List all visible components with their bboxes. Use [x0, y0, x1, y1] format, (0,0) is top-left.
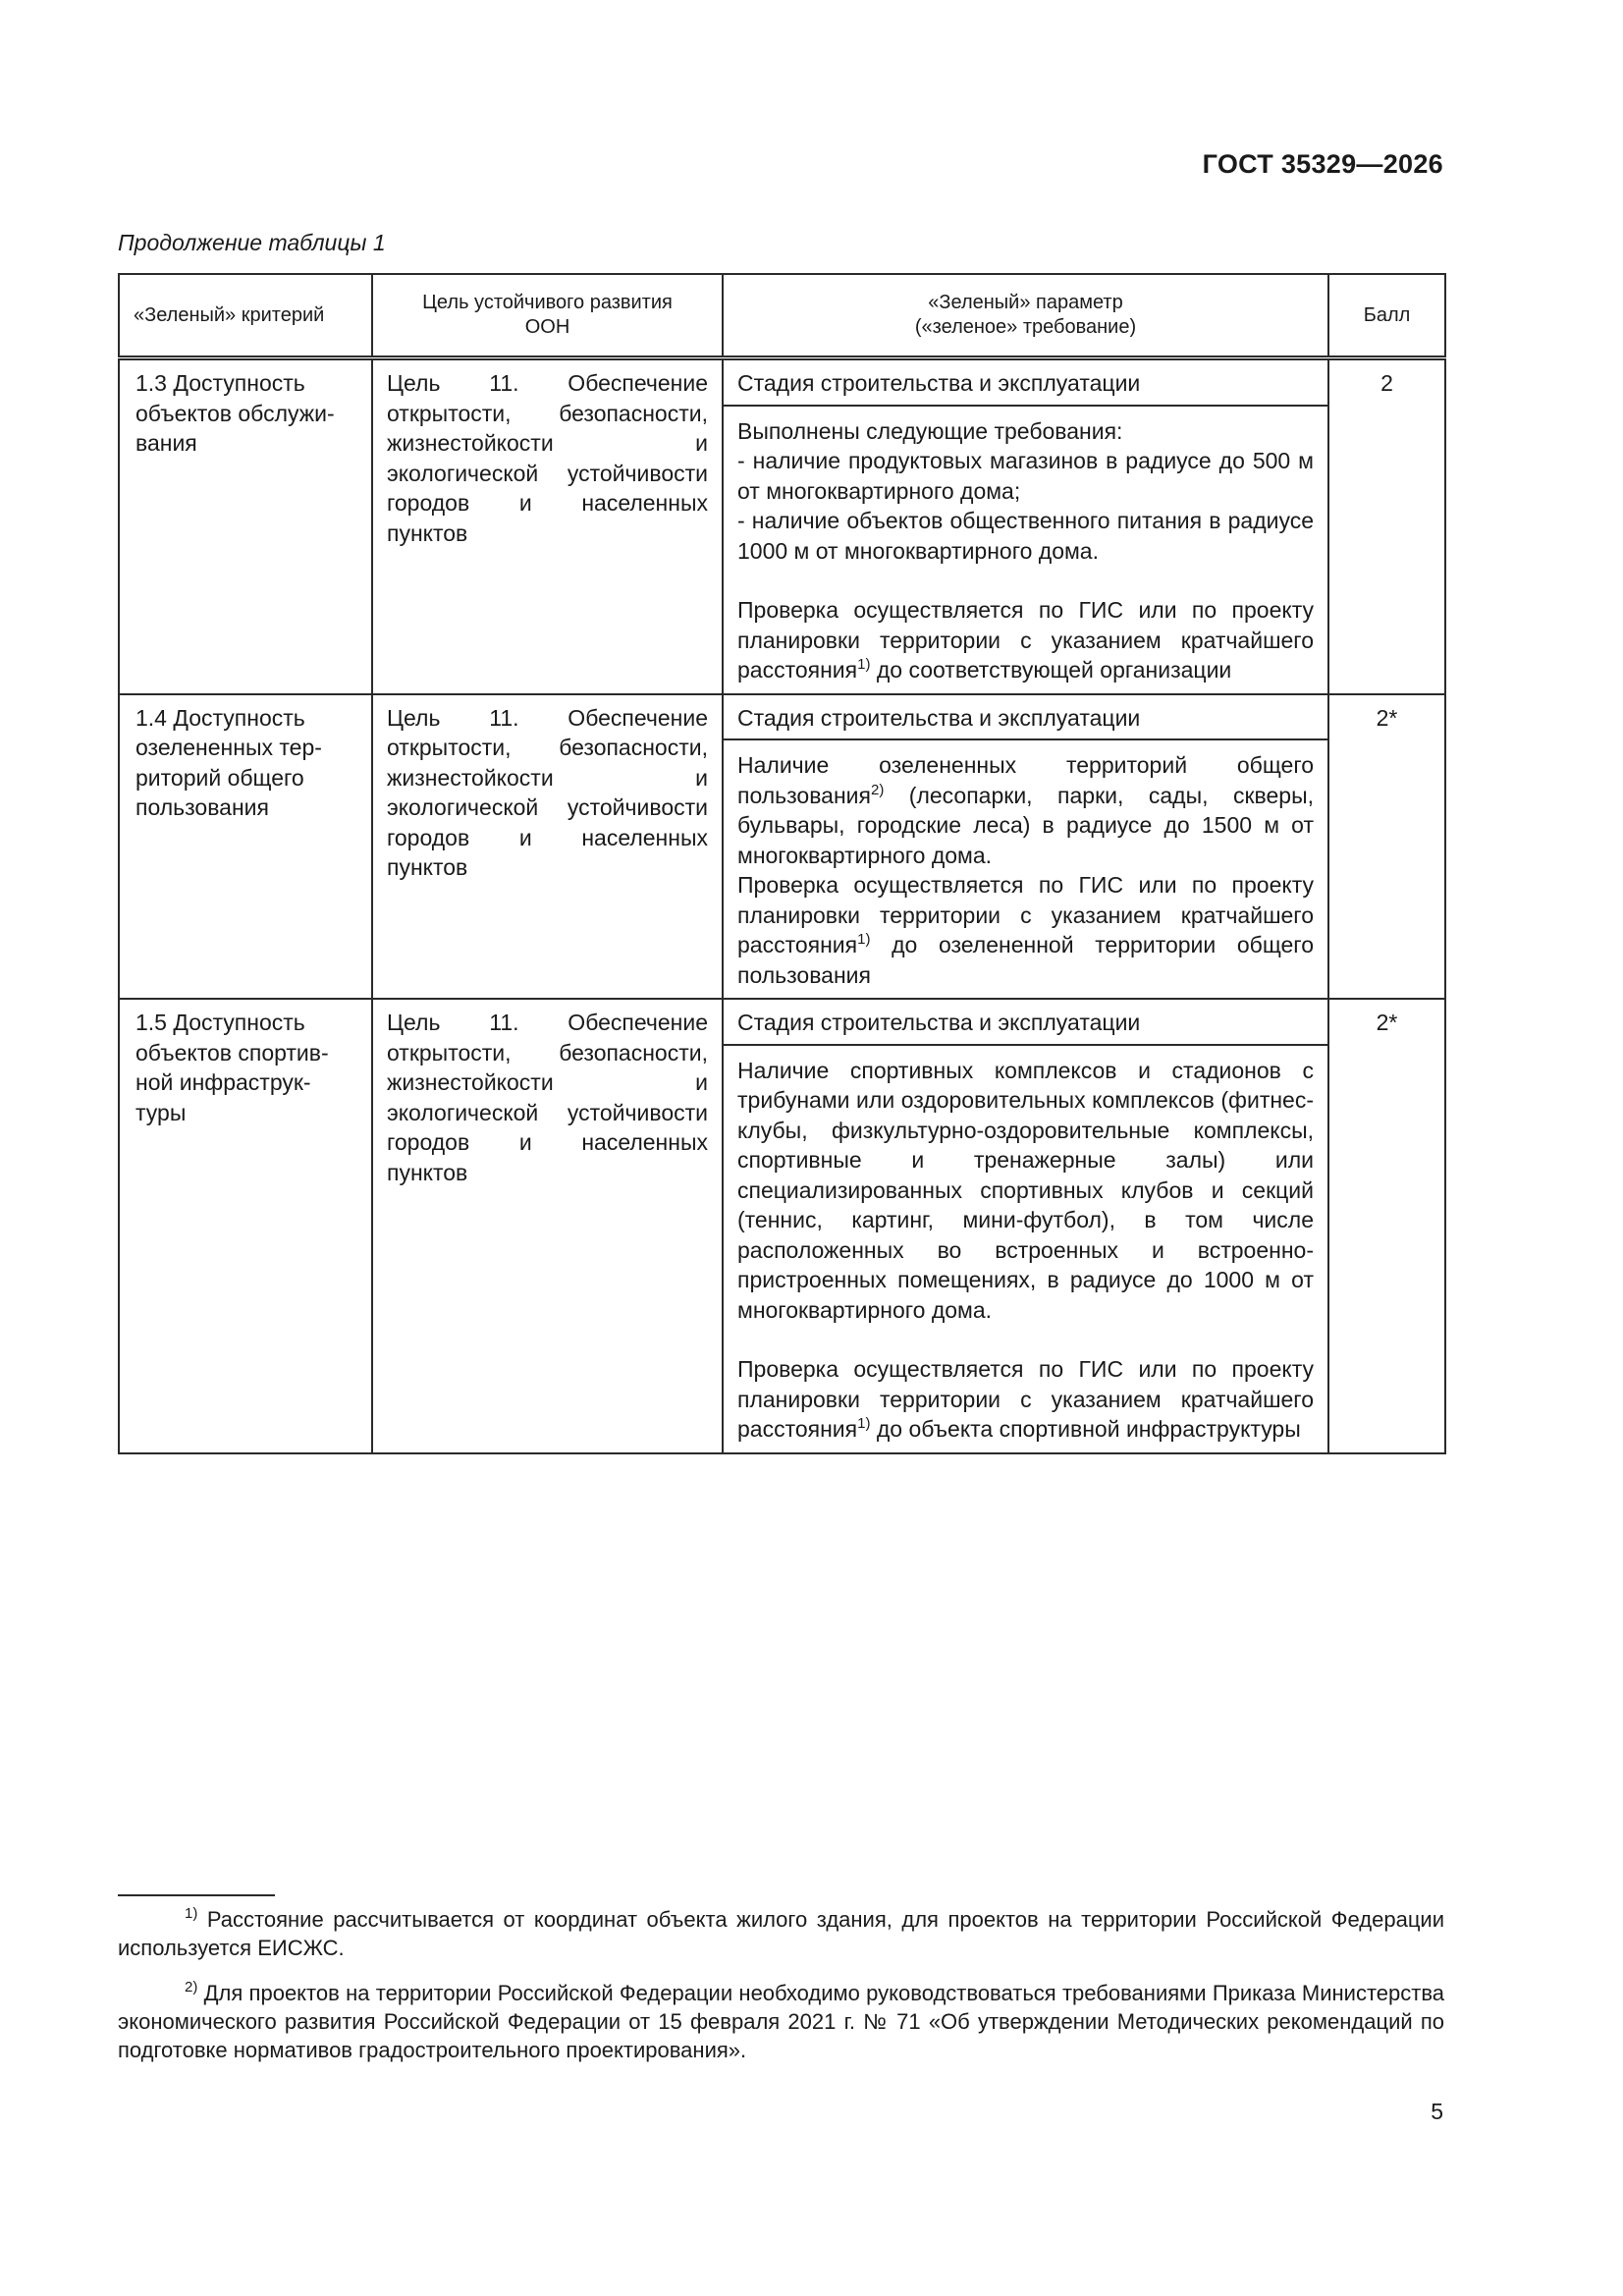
footnote-ref: 1) [857, 656, 871, 673]
score-cell: 2 [1328, 358, 1445, 694]
criterion-cell: 1.4 Доступность озелененных тер- риторий общего пользования [119, 694, 372, 1000]
score-cell: 2* [1328, 694, 1445, 1000]
header-score: Балл [1328, 274, 1445, 358]
header-criterion: «Зеленый» критерий [119, 274, 372, 358]
footnote-number: 2) [185, 1979, 198, 1995]
footnote-ref: 1) [857, 931, 871, 948]
goal-cell: Цель 11. Обеспечение открытости, безопасности, жизнестойкости и экологической устойчивости городов и населенных пунктов [372, 358, 723, 694]
criterion-cell: 1.5 Доступность объектов спортив- ной инфраструк- туры [119, 999, 372, 1453]
table-header-row [119, 274, 1445, 358]
requirement-cell: Выполнены следующие требования: - наличие продуктовых магазинов в радиусе до 500 м от многоквартирного дома; - наличие объектов общественного питания в радиусе 1000 м от многоквартирного дома. Проверка осуществляется по ГИС или по проекту планировки территории с указанием кратчайшего расстояния$^{1)}$ до соответствующей организации [723, 406, 1328, 694]
footnote-2: $^{2)}$ Для проектов на территории Российской Федерации необходимо руководствоваться требованиями Приказа Министерства экономического развития Российской Федерации от 15 февраля 2021 г. № 71 «Об утверждении Методических рекомендаций по подготовке нормативов градостроительного проектирования». [118, 1979, 1444, 2062]
criterion-cell: 1.3 Доступность объектов обслужи- вания [119, 358, 372, 694]
table-row [119, 999, 1445, 1045]
score-cell: 2* [1328, 999, 1445, 1453]
table-caption: Продолжение таблицы 1 [118, 230, 386, 255]
page-number: 5 [1431, 2099, 1443, 2124]
footnote-number: 1) [185, 1905, 198, 1922]
goal-cell: Цель 11. Обеспечение открытости, безопасности, жизнестойкости и экологической устойчивости городов и населенных пунктов [372, 999, 723, 1453]
stage-cell: Стадия строительства и эксплуатации [723, 358, 1328, 406]
document-code: ГОСТ 35329—2026 [1202, 149, 1443, 179]
table-row [119, 694, 1445, 740]
footnote-1: $^{1)}$ Расстояние рассчитывается от координат объекта жилого здания, для проектов на территории Российской Федерации используется ЕИСЖС. [118, 1905, 1444, 1960]
stage-cell: Стадия строительства и эксплуатации [723, 999, 1328, 1045]
header-goal: Цель устойчивого развития ООН [372, 274, 723, 358]
criteria-table [118, 273, 1446, 1454]
footnote-ref: 2) [870, 781, 885, 798]
header-parameter: «Зеленый» параметр («зеленое» требование) [723, 274, 1328, 358]
footnote-ref: 1) [857, 1415, 871, 1432]
stage-cell: Стадия строительства и эксплуатации [723, 694, 1328, 740]
table-row [119, 358, 1445, 406]
requirement-cell: Наличие озелененных территорий общего пользования$^{2)}$ (лесопарки, парки, сады, скверы, бульвары, городские леса) в радиусе до 1500 м от многоквартирного дома. Проверка осуществляется по ГИС или по проекту планировки территории с указанием кратчайшего расстояния$^{1)}$ до озелененной территории общего пользования [723, 739, 1328, 999]
goal-cell: Цель 11. Обеспечение открытости, безопасности, жизнестойкости и экологической устойчивости городов и населенных пунктов [372, 694, 723, 1000]
footnote-separator [118, 1894, 275, 1896]
requirement-cell: Наличие спортивных комплексов и стадионов с трибунами или оздоровительных комплексов (фитнес-клубы, физкультурно-оздоровительные комплексы, спортивные и тренажерные залы) или специализированных спортивных клубов и секций (теннис, картинг, мини-футбол), в том числе расположенных во встроенных и встроенно-пристроенных помещениях, в радиусе до 1000 м от многоквартирного дома. Проверка осуществляется по ГИС или по проекту планировки территории с указанием кратчайшего расстояния$^{1)}$ до объекта спортивной инфраструктуры [723, 1045, 1328, 1453]
